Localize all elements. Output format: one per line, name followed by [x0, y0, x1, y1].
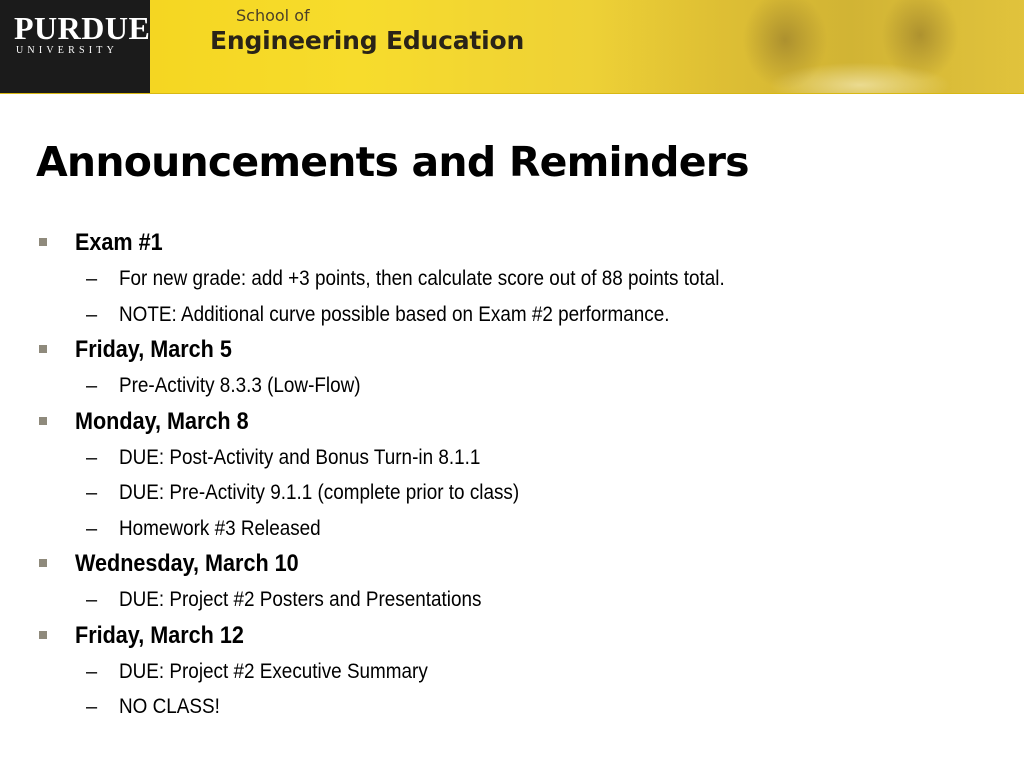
logo-wordmark: PURDUE [14, 10, 151, 46]
dash-bullet-icon: – [86, 482, 98, 504]
section-heading-row [36, 547, 996, 583]
list-item [36, 369, 996, 405]
section-friday-march-5 [36, 333, 996, 405]
students-photo [590, 0, 1024, 93]
section-heading: Friday, March 5 [75, 336, 232, 363]
section-heading-row [36, 405, 996, 441]
list-item-text: DUE: Pre-Activity 9.1.1 (complete prior to class) [119, 481, 520, 504]
logo-subtitle: UNIVERSITY [16, 45, 118, 56]
section-wednesday-march-10 [36, 547, 996, 619]
dash-bullet-icon: – [86, 517, 98, 540]
list-item-text: DUE: Project #2 Executive Summary [119, 659, 428, 683]
dash-bullet-icon: – [86, 268, 98, 290]
list-item [36, 690, 996, 726]
list-item-text: For new grade: add +3 points, then calculate score out of 88 points total. [119, 267, 725, 290]
school-name-line1: School of [236, 6, 310, 25]
section-heading: Wednesday, March 10 [75, 550, 299, 577]
list-item [36, 512, 996, 548]
section-heading-row [36, 226, 996, 262]
section-heading-row [36, 619, 996, 655]
section-exam-1 [36, 226, 996, 333]
school-name-line2: Engineering Education [210, 26, 525, 55]
square-bullet-icon [39, 345, 47, 353]
list-item [36, 298, 996, 334]
dash-bullet-icon: – [86, 303, 98, 326]
section-heading: Friday, March 12 [75, 621, 244, 649]
square-bullet-icon [39, 238, 47, 246]
section-friday-march-12 [36, 619, 996, 726]
purdue-logo [0, 0, 180, 93]
list-item-text: NOTE: Additional curve possible based on Exam #2 performance. [119, 302, 670, 326]
list-item-text: NO CLASS! [119, 695, 220, 718]
list-item-text: DUE: Post-Activity and Bonus Turn-in 8.1.1 [119, 445, 481, 469]
square-bullet-icon [39, 631, 47, 639]
dash-bullet-icon: – [86, 589, 98, 611]
announcement-list [36, 226, 996, 726]
list-item-text: Pre-Activity 8.3.3 (Low-Flow) [119, 374, 361, 397]
section-heading-row [36, 333, 996, 369]
square-bullet-icon [39, 559, 47, 567]
list-item-text: Homework #3 Released [119, 516, 321, 540]
dash-bullet-icon: – [86, 446, 98, 469]
list-item [36, 476, 996, 512]
list-item-text: DUE: Project #2 Posters and Presentations [119, 588, 482, 611]
list-item [36, 262, 996, 298]
square-bullet-icon [39, 417, 47, 425]
section-monday-march-8 [36, 405, 996, 548]
section-heading: Monday, March 8 [75, 407, 249, 435]
header-banner [0, 0, 1024, 94]
list-item [36, 655, 996, 691]
dash-bullet-icon: – [86, 696, 98, 718]
list-item [36, 583, 996, 619]
dash-bullet-icon: – [86, 660, 98, 683]
slide-title: Announcements and Reminders [36, 138, 749, 186]
section-heading: Exam #1 [75, 229, 163, 256]
dash-bullet-icon: – [86, 375, 98, 397]
list-item [36, 441, 996, 477]
